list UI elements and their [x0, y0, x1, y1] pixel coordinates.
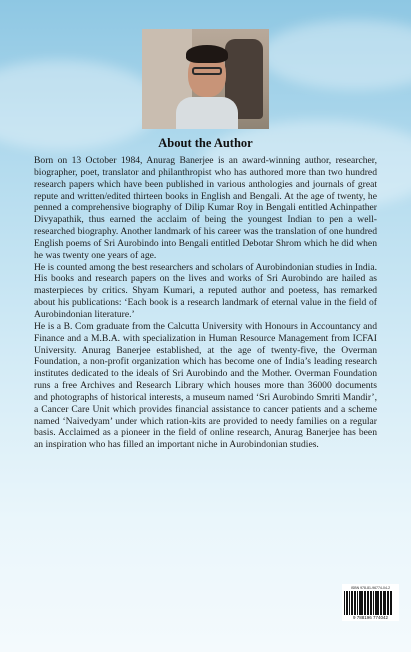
barcode-bar — [388, 591, 389, 615]
barcode-bar — [371, 591, 372, 615]
bio-paragraph: Born on 13 October 1984, Anurag Banerjee is an award-winning author, researcher, biographer, poet, translator and philanthropist who has authored more than two hundred research papers which have been published in various anthologies and journals of great repute and written/edited thirteen books in English and Bengali. At the age of twenty, he penned a comprehensive biography of Dilip Kumar Roy in Bengali entitled Achinpather Divyapathik, thus earned the acclaim of being the youngest Indian to pen a well-researched biography. Another landmark of his career was the translation of one hundred English poems of Sri Aurobindo into Bengali entitled Debotar Shrom which he did when he was twenty one years of age. — [34, 155, 377, 261]
barcode-bar — [391, 591, 392, 615]
barcode-bar — [384, 591, 385, 615]
barcode-bar — [355, 591, 356, 615]
barcode-number: 9 788196 774042 — [352, 615, 389, 620]
section-heading: About the Author — [158, 136, 253, 150]
barcode-bars — [344, 591, 397, 615]
barcode-bar — [378, 591, 379, 615]
bio-paragraph: He is a B. Com graduate from the Calcutta University with Honours in Accountancy and Finance and a M.B.A. with specialization in Human Resource Management from ICFAI University. Anurag Banerjee established, at the age of twenty-five, the Overman Foundation, a non-profit organization which has become one of India’s leading research institutes dedicated to the ideals of Sri Aurobindo and the Mother. Overman Foundation runs a free Archives and Research Library which houses more than 36000 documents and photographs of historical interests, a museum named ‘Sri Aurobindo Smriti Mandir’, a Cancer Care Unit which provides financial assistance to cancer patients and a scheme named ‘Naivedyam’ under which ration-kits are provided to needy families on a regular basis. Acclaimed as a pioneer in the field of online research, Anurag Banerjee has been an inspiration who has filled an important niche in Aurobindonian studies. — [34, 320, 377, 451]
isbn-barcode — [342, 584, 399, 621]
bio-paragraph: He is counted among the best researchers and scholars of Aurobindonian studies in India. His books and research papers on the lives and works of Sri Aurobindo are hailed as masterpieces by critics. Shyam Kumari, a reputed author and poetess, has remarked about his publications: ‘Each book is a research landmark of eternal value in the field of Aurobindonian literature.’ — [34, 261, 377, 320]
author-photo — [142, 29, 269, 129]
barcode-bar — [381, 591, 382, 615]
publisher-logo — [300, 580, 338, 598]
author-bio — [34, 155, 377, 451]
isbn-label: ISBN 978-81-96774-04-2 — [350, 586, 391, 590]
sky-cloud — [260, 20, 411, 90]
